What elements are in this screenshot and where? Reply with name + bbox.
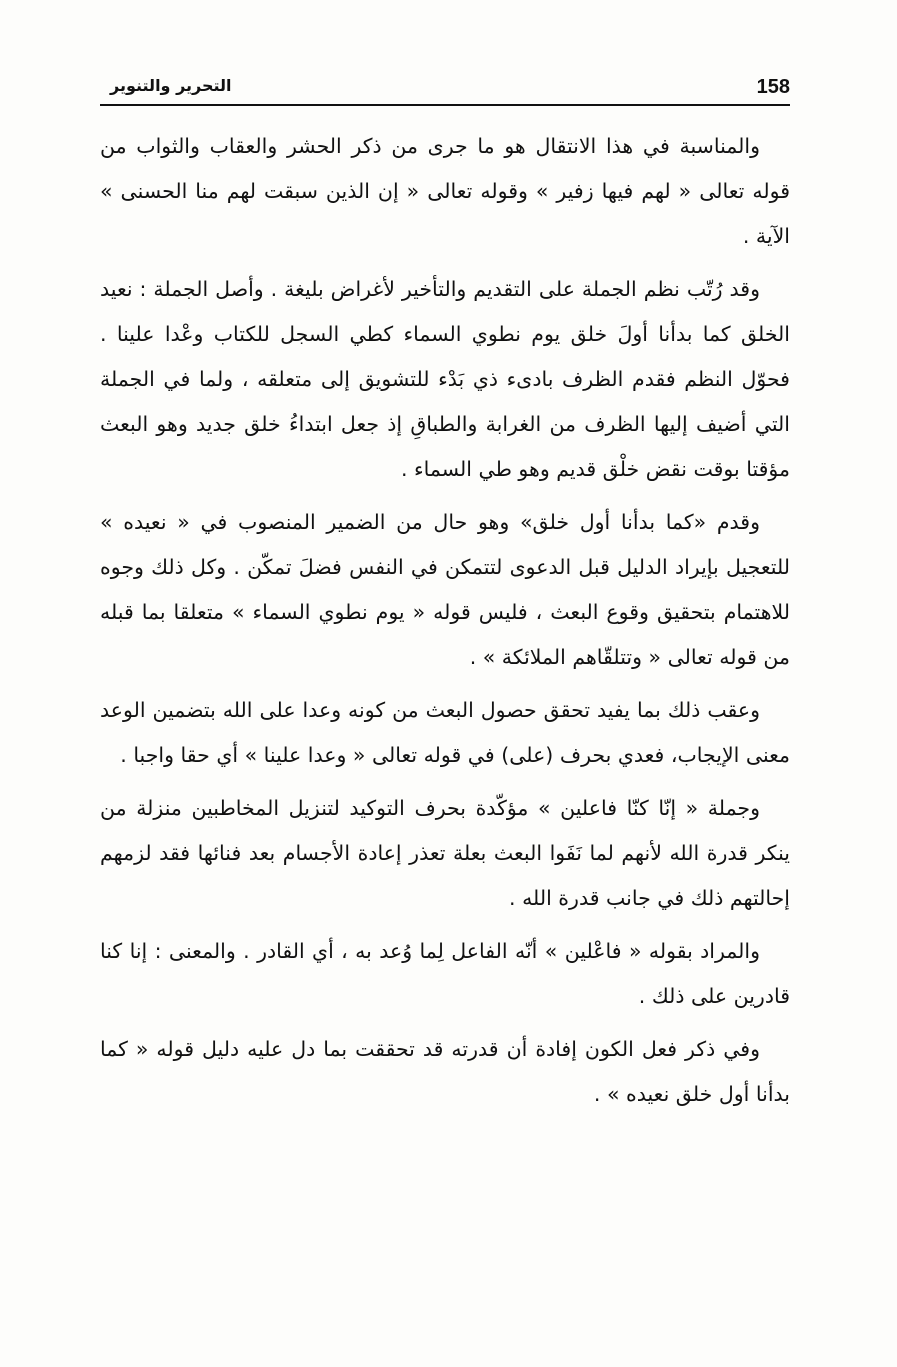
paragraph: وجملة « إنّا كنّا فاعلين » مؤكّدة بحرف التوكيد لتنزيل المخاطبين منزلة من ينكر قدرة الله لأنهم لما نَفَوا البعث بعلة تعذر إعادة الأجسام بعد فنائها فقد لزمهم إحالتهم ذلك في جانب قدرة الله . xyxy=(100,796,790,910)
paragraph: وقد رُتّب نظم الجملة على التقديم والتأخير لأغراض بليغة . وأصل الجملة : نعيد الخلق كما بدأنا أولَ خلق يوم نطوي السماء كطي السجل للكتاب وعْدا علينا . فحوّل النظم فقدم الظرف بادىء ذي بَدْء للتشويق إلى متعلقه ، ولما في الجملة التي أضيف إليها الظرف من الغرابة والطباقِ إذ جعل ابتداءُ خلق جديد وهو البعث مؤقتا بوقت نقض خلْق قديم وهو طي السماء . xyxy=(100,277,790,481)
page-header xyxy=(100,72,790,106)
body-text xyxy=(100,124,790,1125)
running-title: التحرير والتنوير xyxy=(110,76,232,95)
paragraph: والمراد بقوله « فاعْلين » أنّه الفاعل لِما وُعد به ، أي القادر . والمعنى : إنا كنا قادرين على ذلك . xyxy=(100,939,790,1008)
paragraph: وفي ذكر فعل الكون إفادة أن قدرته قد تحققت بما دل عليه دليل قوله « كما بدأنا أول خلق نعيده » . xyxy=(100,1037,790,1106)
page-number: 158 xyxy=(756,76,790,98)
paragraph: والمناسبة في هذا الانتقال هو ما جرى من ذكر الحشر والعقاب والثواب من قوله تعالى « لهم فيها زفير » وقوله تعالى « إن الذين سبقت لهم منا الحسنى » الآية . xyxy=(100,134,790,248)
paragraph: وقدم «كما بدأنا أول خلق» وهو حال من الضمير المنصوب في « نعيده » للتعجيل بإيراد الدليل قبل الدعوى لتتمكن في النفس فضلَ تمكّن . وكل ذلك وجوه للاهتمام بتحقيق وقوع البعث ، فليس قوله « يوم نطوي السماء » متعلقا بما قبله من قوله تعالى « وتتلقّاهم الملائكة » . xyxy=(100,510,790,669)
paragraph: وعقب ذلك بما يفيد تحقق حصول البعث من كونه وعدا على الله بتضمين الوعد معنى الإيجاب، فعدي بحرف (على) في قوله تعالى « وعدا علينا » أي حقا واجبا . xyxy=(100,698,790,767)
header-rule xyxy=(100,104,790,106)
